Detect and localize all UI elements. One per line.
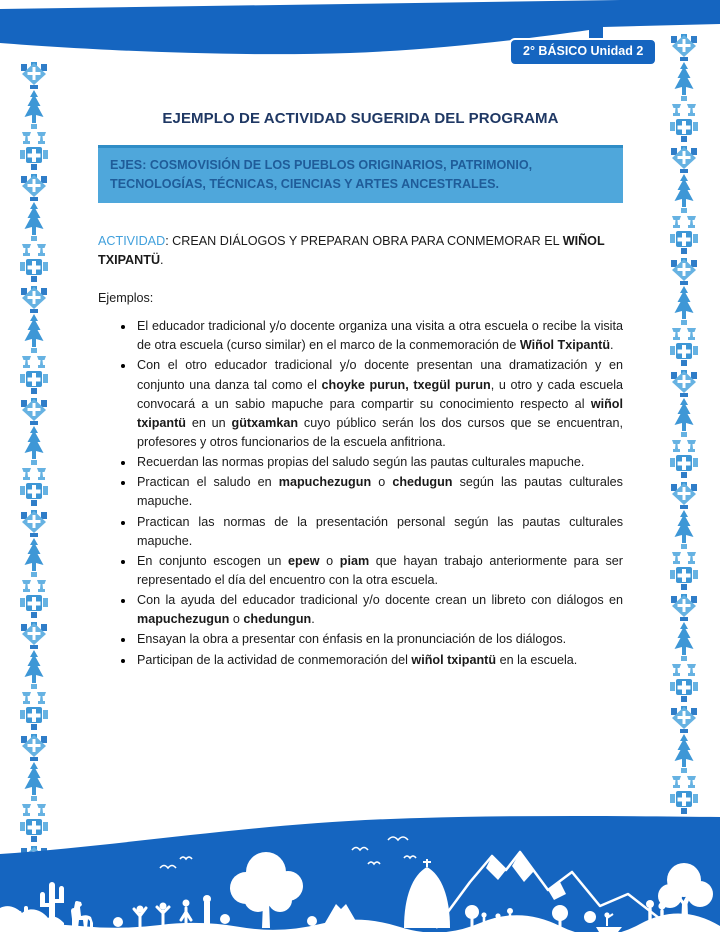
ejes-text: EJES: COSMOVISIÓN DE LOS PUEBLOS ORIGINARIOS, PATRIMONIO, TECNOLOGÍAS, TÉCNICAS, CIENCIAS Y ARTES ANCESTRALES. (110, 158, 533, 191)
content-area (98, 102, 623, 671)
mapuche-pattern-border-right-icon (669, 34, 699, 820)
page-title: EJEMPLO DE ACTIVIDAD SUGERIDA DEL PROGRAMA (162, 110, 559, 127)
mapuche-pattern-border-left-icon (19, 62, 49, 854)
unit-badge-label: 2° BÁSICO Unidad 2 (523, 44, 644, 58)
list-item: • Recuerdan las normas propias del saludo según las pautas culturales mapuche. (135, 453, 623, 472)
list-item: • Ensayan la obra a presentar con énfasis en la pronunciación de los diálogos. (135, 630, 623, 649)
list-item: • Participan de la actividad de conmemoración del wiñol txipantü en la escuela. (135, 651, 623, 670)
list-item: • En conjunto escogen un epew o piam que hayan trabajo anteriormente para ser representado el día del encuentro con la otra escuela. (135, 552, 623, 590)
footer-landscape-icon (0, 810, 720, 932)
examples-list (98, 317, 623, 670)
list-item: • Practican el saludo en mapuchezugun o chedugun según las pautas culturales mapuche. (135, 473, 623, 511)
activity-line: ACTIVIDAD: CREAN DIÁLOGOS Y PREPARAN OBRA PARA CONMEMORAR EL WIÑOL TXIPANTÜ. (98, 233, 605, 267)
list-item: • Con el otro educador tradicional y/o docente presentan una dramatización y en conjunto una danza tal como el choyke purun, txegül purun, u otro y cada escuela convocará a un sabio mapuche para compartir su conocimiento respecto al wiñol txipantü en un gütxamkan cuyo público serán los dos cursos que se encuentran, profesores y otros funcionarios de la escuela anfitriona. (135, 356, 623, 452)
list-item: • Practican las normas de la presentación personal según las pautas culturales mapuche. (135, 513, 623, 551)
unit-badge (509, 38, 657, 66)
ejes-box (98, 145, 623, 203)
list-item: • El educador tradicional y/o docente organiza una visita a otra escuela o recibe la visita de otra escuela (curso similar) en el marco de la conmemoración de Wiñol Txipantü. (135, 317, 623, 355)
list-item: • Con la ayuda del educador tradicional y/o docente crean un libreto con diálogos en mapuchezugun o chedungun. (135, 591, 623, 629)
examples-heading: Ejemplos: (98, 290, 154, 305)
